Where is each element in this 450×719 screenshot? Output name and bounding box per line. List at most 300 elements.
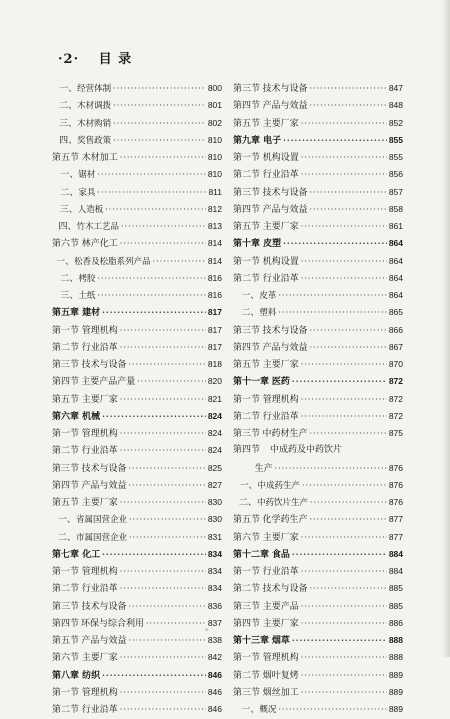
toc-entry-number: 第一节: [233, 394, 261, 405]
toc-entry: [52, 632, 222, 649]
toc-entry-page: 876: [388, 497, 403, 507]
toc-entry-label: 木材购销: [77, 118, 112, 129]
dot-leader: [120, 649, 206, 666]
toc-entry-label: 中药材生产: [262, 429, 308, 439]
toc-entry-page: 857: [388, 186, 403, 197]
toc-entry-label: 技术与设备: [81, 463, 127, 474]
toc-entry-page: 831: [207, 531, 222, 542]
toc-entry-number: 第二节: [233, 411, 261, 422]
toc-entry-number: 一、: [57, 515, 76, 526]
toc-entry-page: 888: [388, 635, 403, 645]
toc-entry-page: 884: [388, 548, 403, 559]
dot-leader: [97, 270, 205, 287]
toc-entry-label: 烟叶复烤: [262, 670, 299, 681]
dot-leader: [278, 701, 386, 718]
toc-entry-label: 技术与设备: [262, 84, 308, 94]
toc-entry: [52, 339, 222, 356]
toc-entry-page: 865: [388, 307, 403, 318]
toc-entry-label: 管理机构: [262, 394, 299, 405]
toc-entry-number: 第七章: [52, 549, 80, 560]
toc-entry-page: 884: [388, 566, 403, 576]
toc-entry: [233, 184, 403, 201]
toc-entry-label: 主要厂家: [262, 532, 299, 543]
toc-entry: [233, 598, 403, 615]
toc-entry-page: 889: [388, 669, 403, 680]
toc-entry-number: 二、: [238, 498, 257, 508]
toc-entry-label: 技术与设备: [262, 187, 308, 198]
dot-leader: [301, 356, 387, 373]
toc-entry-label: 主要产品产量: [81, 377, 136, 388]
toc-entry-page: 834: [207, 583, 222, 594]
dot-leader: [120, 442, 206, 459]
toc-entry-page: 858: [388, 203, 403, 214]
toc-entry: [233, 477, 403, 494]
toc-entry-label: 主要厂家: [262, 360, 299, 370]
toc-entry-page: 872: [388, 376, 403, 387]
toc-entry-page: 886: [388, 617, 403, 628]
toc-entry: [52, 460, 222, 477]
toc-entry-number: 第六节: [52, 653, 80, 664]
toc-entry-page: 877: [388, 531, 403, 542]
dot-leader: [102, 667, 206, 684]
toc-entry: [52, 201, 222, 218]
toc-entry-page: 876: [388, 462, 403, 473]
dot-leader: [301, 529, 387, 546]
toc-entry: [52, 322, 222, 339]
toc-entry-number: 第二节: [52, 705, 80, 715]
dot-leader: [102, 546, 206, 563]
toc-entry-label: 行业沿革: [262, 170, 299, 181]
toc-entry: [233, 667, 403, 684]
toc-entry-label: 栲胶: [78, 273, 96, 284]
toc-entry-number: 第三节: [233, 325, 261, 336]
dot-leader: [120, 149, 206, 166]
toc-entry-number: 第一节: [233, 567, 261, 577]
toc-entry-page: 861: [388, 221, 403, 231]
dot-leader: [97, 166, 205, 183]
toc-entry-page: 877: [388, 514, 403, 525]
toc-entry-label: 管理机构: [81, 687, 118, 698]
dot-leader: [129, 477, 206, 494]
toc-entry-number: 第九章: [233, 135, 261, 146]
toc-entry-label: 纺织: [82, 670, 101, 681]
toc-entry-number: 第八章: [52, 670, 80, 681]
toc-entry-number: 第四节: [52, 480, 80, 491]
toc-entry-number: 第一节: [233, 653, 261, 664]
dot-leader: [120, 701, 206, 718]
toc-entry: [233, 580, 403, 597]
toc-entry-number: 二、: [60, 187, 79, 198]
toc-entry-label: 产品与效益: [81, 480, 127, 491]
toc-entry: [233, 166, 403, 183]
dot-leader: [120, 684, 206, 701]
toc-entry-label: 行业沿革: [81, 705, 118, 715]
toc-entry-page: 837: [207, 617, 222, 628]
toc-entry-number: 第四节: [52, 618, 80, 629]
toc-entry: [52, 511, 222, 528]
toc-entry-number: 二、: [57, 532, 76, 543]
toc-entry-page: 842: [207, 652, 222, 663]
toc-entry: [233, 632, 403, 649]
toc-entry-page: 864: [388, 290, 403, 300]
toc-entry-number: 第一节: [233, 153, 261, 163]
toc-entry: [233, 201, 403, 218]
toc-entry: [233, 701, 403, 718]
toc-entry: [52, 304, 222, 321]
toc-entry: [52, 442, 222, 459]
toc-entry-number: 第二节: [52, 584, 80, 595]
toc-entry-page: 864: [388, 238, 403, 249]
dot-leader: [120, 391, 206, 408]
toc-entry: [52, 615, 222, 632]
toc-entry-page: 875: [388, 428, 403, 438]
toc-entry-label: 产品与效益: [262, 204, 308, 215]
page-number-mark: ·2·: [58, 52, 80, 67]
dot-leader: [301, 218, 387, 235]
toc-entry: [233, 115, 403, 132]
toc-entry-page: 813: [207, 221, 222, 231]
toc-entry: [52, 529, 222, 546]
toc-entry-number: 第六节: [233, 532, 261, 543]
toc-entry-label: 木材加工: [81, 153, 118, 163]
toc-entry-label: 皮革: [259, 291, 277, 301]
toc-entry-page: 830: [207, 514, 222, 525]
toc-entry-number: 第一节: [233, 256, 261, 267]
toc-entry-label: 锯材: [78, 170, 96, 181]
toc-entry: [52, 132, 222, 149]
toc-entry: [233, 615, 403, 632]
toc-entry-number: 第三节: [233, 429, 261, 439]
dot-leader: [310, 425, 387, 442]
toc-entry: [52, 391, 222, 408]
dot-leader: [97, 287, 205, 304]
toc-entry-number: 第十二章: [233, 549, 270, 560]
toc-entry-number: 第三节: [52, 360, 80, 370]
toc-entry-page: 852: [388, 117, 403, 128]
toc-entry: [233, 339, 403, 356]
toc-entry-number: 二、: [59, 101, 78, 112]
toc-entry-label: 中成药生产: [257, 480, 301, 491]
toc-entry-page: 888: [388, 652, 403, 663]
toc-entry-number: 第三节: [52, 463, 80, 474]
toc-entry-label: 经营体制: [77, 84, 112, 94]
toc-entry-number: 一、: [59, 84, 78, 94]
toc-entry: [233, 287, 403, 304]
toc-entry: [52, 494, 222, 511]
dot-leader: [301, 253, 387, 270]
toc-entry-page: 846: [207, 686, 222, 697]
toc-entry: [52, 287, 222, 304]
toc-entry-label: 行业沿革: [262, 273, 299, 284]
toc-entry-number: 一、: [56, 256, 75, 267]
dot-leader: [97, 184, 206, 201]
toc-entry-number: 二、: [60, 273, 79, 284]
scan-speck: [205, 628, 208, 631]
dot-leader: [137, 373, 206, 390]
dot-leader: [153, 253, 206, 270]
toc-entry-page: 848: [388, 100, 403, 111]
toc-entry-label: 皮塑: [263, 239, 282, 250]
toc-entry: [52, 408, 222, 425]
toc-entry-number: 第四节: [233, 618, 261, 629]
dot-leader: [283, 132, 387, 149]
toc-entry-page: 870: [388, 359, 403, 369]
toc-entry-label: 生产: [254, 463, 273, 474]
toc-entry-page: 802: [207, 117, 222, 128]
dot-leader: [301, 615, 387, 632]
toc-entry-page: 820: [207, 376, 222, 387]
toc-entry-page: 811: [208, 186, 222, 197]
toc-entry-number: 三、: [59, 118, 78, 129]
toc-entry-label: 管理机构: [81, 567, 118, 577]
toc-entry-number: 第三节: [233, 601, 261, 612]
dot-leader: [120, 425, 206, 442]
toc-entry-number: 四、: [59, 135, 78, 146]
toc-entry-label: 化工: [82, 549, 101, 560]
toc-entry: [52, 270, 222, 287]
toc-entry: [233, 494, 403, 511]
toc-entry-label: 竹木工艺品: [76, 222, 120, 232]
toc-entry: [52, 218, 222, 235]
toc-entry-label: 人造板: [77, 204, 104, 215]
dot-leader: [310, 184, 387, 201]
toc-entry-page: 827: [207, 479, 222, 490]
dot-leader: [113, 132, 206, 149]
toc-entry-page: 856: [388, 169, 403, 180]
toc-entry-label: 松香及松脂系列产品: [74, 256, 151, 267]
toc-entry-label: 技术与设备: [262, 325, 308, 336]
toc-entry-label: 烟丝加工: [262, 687, 299, 698]
dot-leader: [310, 580, 387, 597]
toc-entry: [233, 442, 403, 459]
toc-entry: [52, 149, 222, 166]
dot-leader: [120, 235, 206, 252]
toc-entry: [52, 667, 222, 684]
toc-entry-number: 第五节: [233, 118, 261, 129]
toc-entry-page: 866: [388, 324, 403, 335]
toc-entry-label: 主要厂家: [262, 618, 299, 629]
toc-entry-number: 一、: [241, 291, 260, 301]
toc-entry: [233, 425, 403, 442]
dot-leader: [129, 356, 206, 373]
dot-leader: [120, 339, 206, 356]
toc-entry-page: 836: [207, 600, 222, 611]
dot-leader: [120, 580, 206, 597]
toc-entry-label: 产品与效益: [81, 636, 127, 646]
dot-leader: [120, 322, 206, 339]
dot-leader: [301, 115, 387, 132]
dot-leader: [129, 598, 206, 615]
toc-entry-label: 中成药及中药饮片: [270, 445, 343, 456]
toc-entry-page: 817: [207, 324, 222, 335]
toc-entry-number: 第三节: [52, 601, 80, 612]
dot-leader: [301, 149, 387, 166]
toc-entry: [52, 701, 222, 718]
toc-entry: [52, 563, 222, 580]
toc-entry-page: 810: [207, 169, 222, 180]
toc-entry-label: 化学药生产: [262, 515, 308, 526]
toc-entry-label: 管理机构: [81, 429, 118, 439]
toc-entry-label: 概况: [259, 705, 277, 715]
toc-entry-label: 行业沿革: [81, 584, 118, 595]
toc-entry: [233, 270, 403, 287]
toc-entry-page: 846: [207, 669, 222, 680]
toc-entry-number: 第三节: [233, 187, 261, 198]
toc-entry-label: 主要产品: [262, 601, 299, 612]
toc-entry: [233, 511, 403, 528]
toc-entry-label: 主要厂家: [262, 118, 299, 129]
toc-entry-number: 第五节: [233, 222, 261, 232]
toc-entry-page: 834: [207, 548, 222, 559]
toc-entry-label: 主要厂家: [81, 394, 118, 405]
toc-entry: [52, 356, 222, 373]
toc-entry-number: 第十三章: [233, 636, 270, 646]
dot-leader: [310, 97, 387, 114]
toc-entry: [52, 546, 222, 563]
toc-entry-page: 816: [207, 272, 222, 283]
toc-entry-number: 二、: [241, 308, 260, 319]
toc-entry-label: 主要厂家: [81, 653, 118, 664]
toc-entry-number: 第一节: [52, 567, 80, 577]
dot-leader: [310, 201, 387, 218]
toc-entry-label: 技术与设备: [81, 601, 127, 612]
toc-entry-number: 第四节: [233, 342, 261, 353]
dot-leader: [121, 218, 206, 235]
toc-entry-page: 872: [388, 393, 403, 404]
toc-entry-label: 医药: [271, 377, 290, 388]
dot-leader: [292, 632, 387, 649]
toc-entry-label: 市属国营企业: [75, 532, 127, 543]
toc-entry-number: 第二节: [233, 670, 261, 681]
toc-entry-label: 家具: [78, 187, 96, 198]
toc-entry-number: 第三节: [233, 84, 261, 94]
toc-entry-page: 889: [388, 704, 403, 714]
toc-entry-label: 主要厂家: [81, 498, 118, 508]
toc-entry-number: 第二节: [52, 342, 80, 353]
page-header: [58, 48, 132, 67]
toc-entry-number: 三、: [59, 204, 78, 215]
toc-entry-label: 林产化工: [81, 239, 118, 250]
toc-entry: [233, 304, 403, 321]
toc-entry-label: 行业沿革: [262, 567, 299, 577]
toc-entry-label: 烟草: [271, 636, 290, 646]
toc-entry: [233, 373, 403, 390]
toc-entry: [233, 356, 403, 373]
toc-entry-number: 第五章: [52, 308, 80, 319]
dot-leader: [310, 322, 387, 339]
toc-entry-page: 801: [207, 100, 222, 111]
toc-entry-number: 一、: [241, 705, 260, 715]
toc-entry-label: 塑料: [259, 308, 277, 319]
toc-entry-number: 第二节: [233, 273, 261, 284]
dot-leader: [310, 339, 387, 356]
toc-entry-number: 第十章: [233, 239, 261, 250]
dot-leader: [283, 235, 387, 252]
toc-entry: [233, 253, 403, 270]
toc-entry-label: 管理机构: [262, 653, 299, 664]
toc-entry: [233, 149, 403, 166]
dot-leader: [113, 115, 206, 132]
dot-leader: [301, 684, 387, 701]
toc-entry-page: 889: [388, 686, 403, 697]
toc-entry-label: 管理机构: [81, 325, 118, 336]
toc-entry: [233, 235, 403, 252]
dot-leader: [301, 166, 387, 183]
toc-entry-number: 第五节: [233, 360, 261, 370]
toc-entry-number: 第五节: [52, 394, 80, 405]
dot-leader: [310, 494, 387, 511]
toc-entry: [233, 684, 403, 701]
toc-entry-number: 第十一章: [233, 377, 270, 388]
dot-leader: [120, 563, 206, 580]
toc-entry-number: 第一节: [52, 325, 80, 336]
toc-entry-label: 机构设置: [262, 256, 299, 267]
toc-entry-number: 第六章: [52, 411, 80, 422]
dot-leader: [102, 304, 206, 321]
dot-leader: [278, 304, 386, 321]
dot-leader: [301, 649, 387, 666]
toc-entry-number: 第五节: [52, 498, 80, 508]
toc-entry: [233, 97, 403, 114]
toc-entry-label: 技术与设备: [262, 584, 308, 595]
toc-entry-page: 846: [207, 704, 222, 714]
toc-entry-page: 824: [207, 445, 222, 456]
toc-entry-label: 机械: [82, 411, 101, 422]
page-edge-shadow: [442, 0, 450, 657]
toc-entry-number: 第二节: [233, 170, 261, 181]
toc-entry-page: 847: [388, 83, 403, 93]
dot-leader: [301, 667, 387, 684]
toc-entry-page: 867: [388, 341, 403, 352]
toc-entry-page: 834: [207, 566, 222, 576]
toc-entry-number: 第五节: [52, 636, 80, 646]
toc-entry: [233, 322, 403, 339]
dot-leader: [292, 373, 387, 390]
toc-entry: [52, 115, 222, 132]
dot-leader: [275, 460, 387, 477]
toc-entry: [52, 97, 222, 114]
toc-entry-label: 主要厂家: [262, 222, 299, 232]
toc-entry-page: 872: [388, 410, 403, 421]
toc-entry-number: 一、: [239, 480, 258, 491]
toc-entry-label: 产品与效益: [262, 101, 308, 112]
toc-entry: [52, 235, 222, 252]
toc-entry: [233, 218, 403, 235]
dot-leader: [105, 201, 206, 218]
toc-entry-number: 第三节: [233, 687, 261, 698]
toc-entry-number: 第二节: [233, 584, 261, 595]
dot-leader: [301, 408, 387, 425]
toc-entry-page: 821: [207, 393, 222, 404]
page-title: 目 录: [98, 52, 133, 67]
toc-entry-label: 省属国营企业: [75, 515, 127, 526]
toc-entry: [233, 80, 403, 97]
toc-entry-page: 816: [207, 290, 222, 300]
toc-entry: [233, 546, 403, 563]
toc-entry: [52, 477, 222, 494]
toc-entry-page: 810: [207, 134, 222, 145]
toc-entry-label: 奖售政策: [77, 135, 112, 146]
dot-leader: [129, 460, 206, 477]
toc-entry: [233, 460, 403, 477]
toc-entry: [52, 184, 222, 201]
toc-entry: [233, 529, 403, 546]
toc-entry: [233, 408, 403, 425]
toc-entry: [233, 391, 403, 408]
toc-entry-page: 814: [207, 255, 222, 266]
toc-column-right: [233, 80, 403, 718]
toc-entry-number: 四、: [58, 222, 77, 232]
